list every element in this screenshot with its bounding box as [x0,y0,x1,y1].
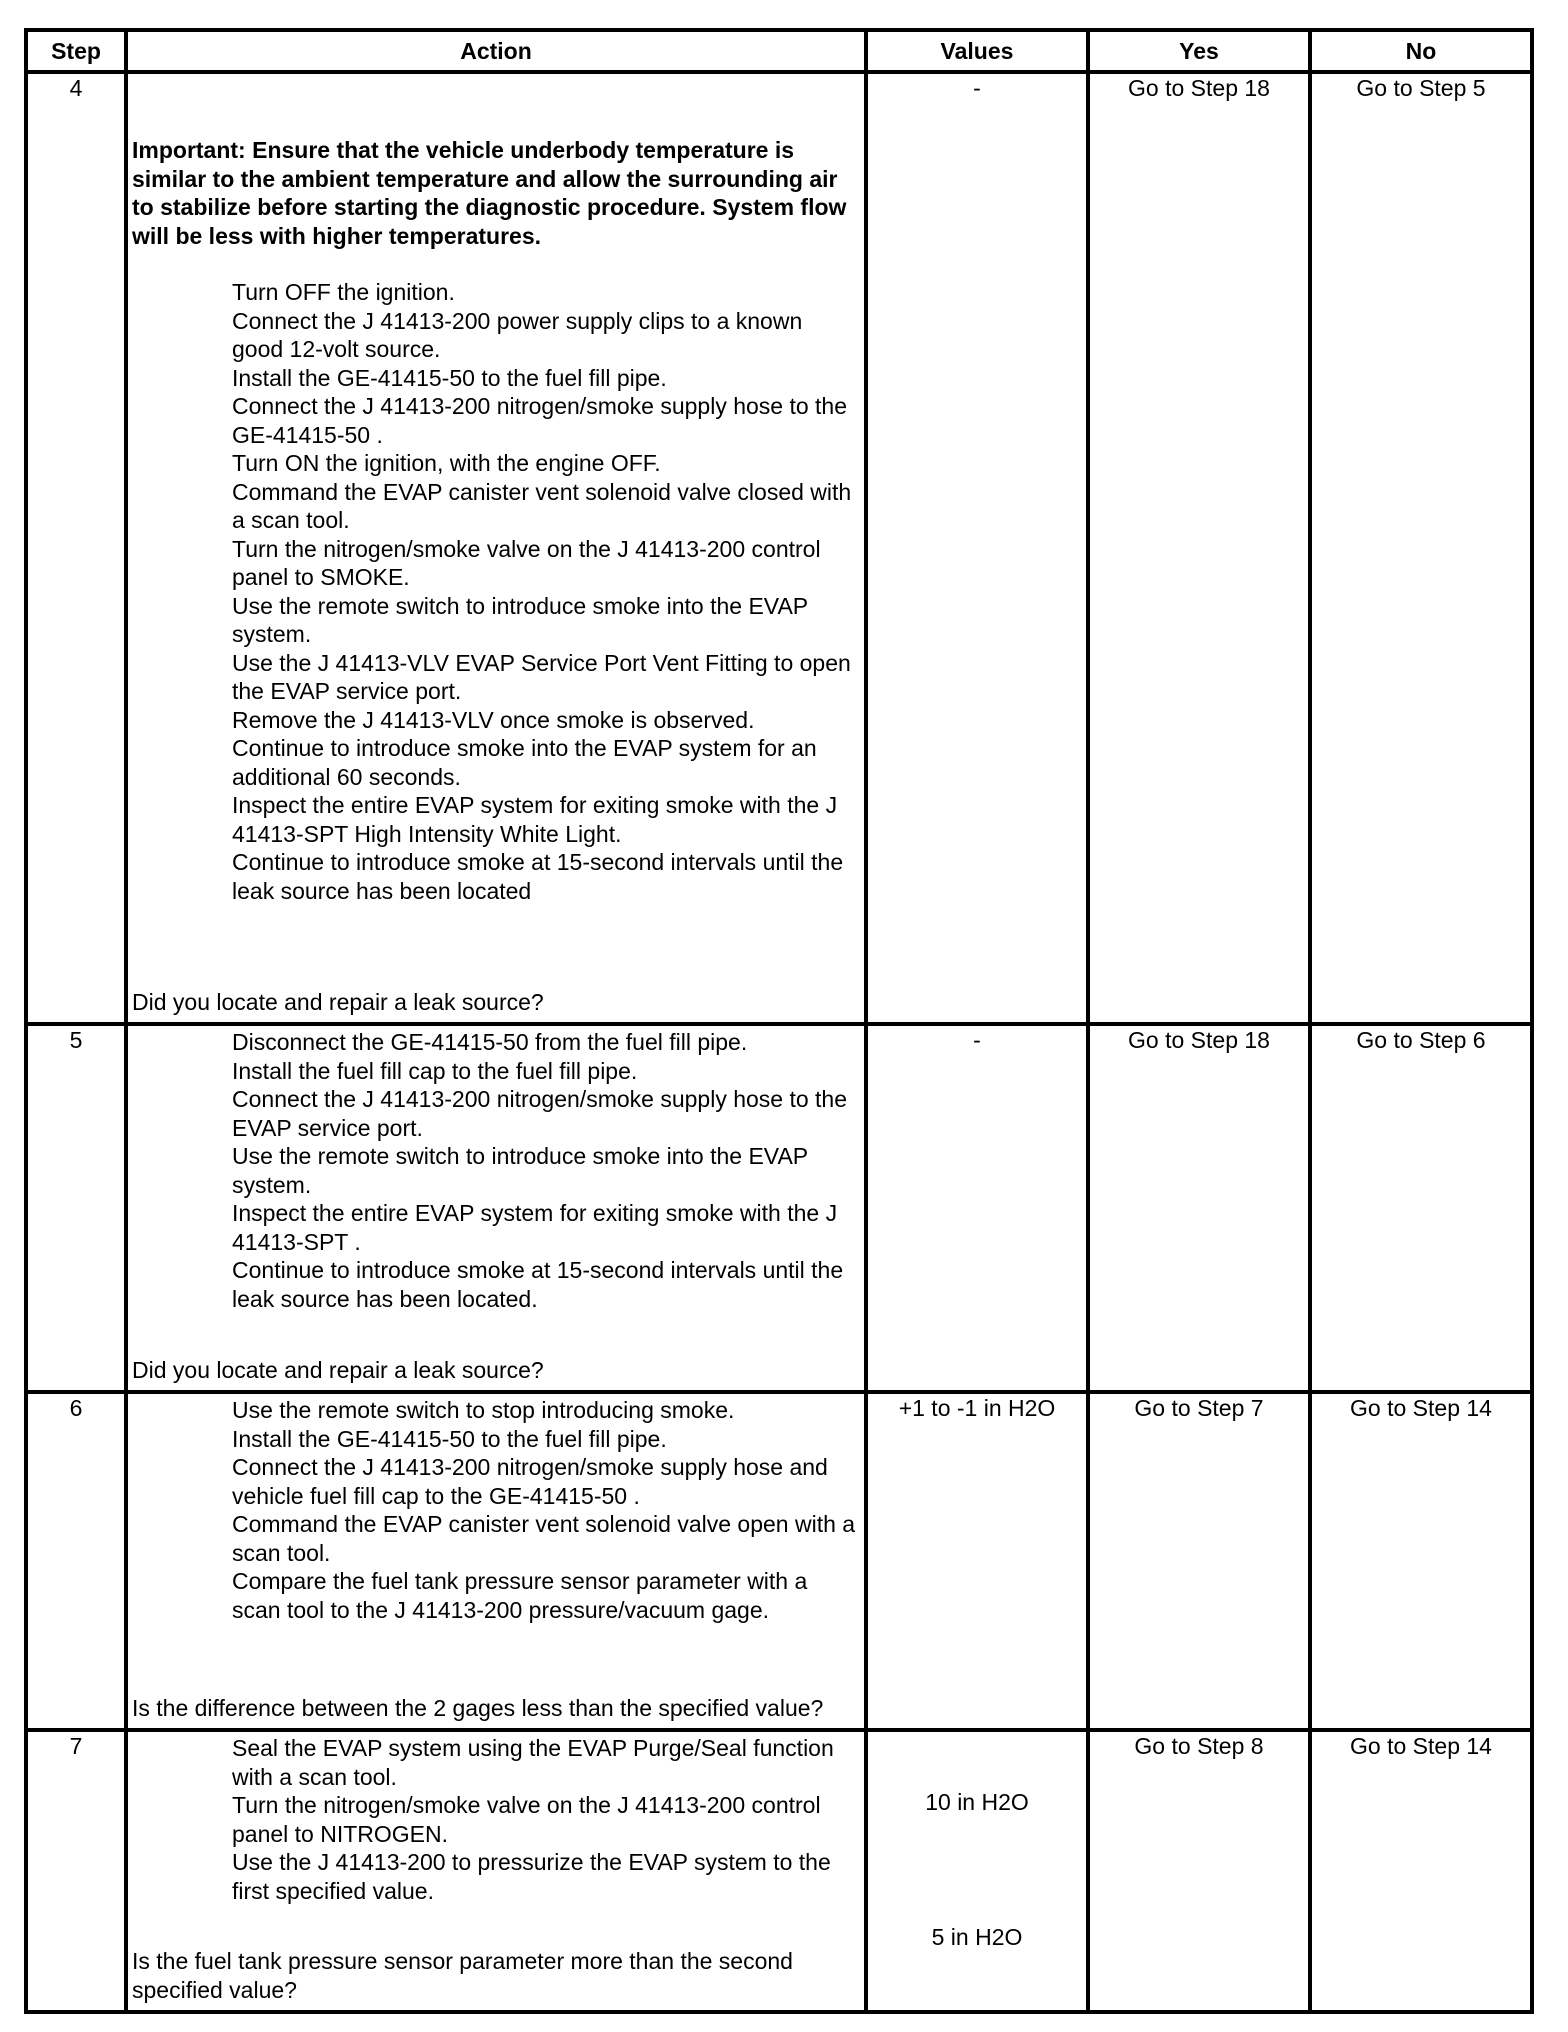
list-item: Command the EVAP canister vent solenoid valve closed with a scan tool. [232,478,852,533]
list-item: Use the J 41413-200 to pressurize the EVAP system to the first specified value. [232,1849,831,1904]
list-item: Install the GE-41415-50 to the fuel fill pipe. [232,364,667,391]
list-item: Seal the EVAP system using the EVAP Purge/Seal function with a scan tool. [232,1735,834,1790]
question-text: Is the difference between the 2 gages less than the specified value? [132,1694,824,1721]
list-item: Disconnect the GE-41415-50 from the fuel fill pipe. [232,1029,748,1055]
values-cell: - [866,1024,1088,1392]
question-text: Did you locate and repair a leak source? [132,988,544,1015]
list-item: Install the GE-41415-50 to the fuel fill pipe. [232,1425,667,1452]
step-number: 6 [26,1392,126,1730]
values-cell: +1 to -1 in H2O [866,1392,1088,1730]
action-cell [126,72,866,1024]
value-second: 5 in H2O [931,1924,1023,1950]
important-note: Important: Ensure that the vehicle underbody temperature is similar to the ambient temperature and allow the surrounding air to stabilize before starting the diagnostic procedure. System flow will be less with higher temperatures. [132,137,847,249]
no-cell: Go to Step 14 [1310,1730,1532,2012]
question-text: Did you locate and repair a leak source? [132,1356,544,1383]
yes-cell: Go to Step 18 [1088,1024,1310,1392]
procedure-list [128,1026,864,1313]
no-cell: Go to Step 14 [1310,1392,1532,1730]
header-action: Action [126,30,866,72]
step-number: 5 [26,1024,126,1392]
value-first: 10 in H2O [925,1789,1029,1815]
table-row-step-6 [26,1392,1532,1730]
list-item: Compare the fuel tank pressure sensor parameter with a scan tool to the J 41413-200 pressure/vacuum gage. [232,1568,808,1623]
table-row-step-5 [26,1024,1532,1392]
list-item: Use the remote switch to introduce smoke into the EVAP system. [232,592,808,647]
yes-cell: Go to Step 8 [1088,1730,1310,2012]
list-item: Turn the nitrogen/smoke valve on the J 41413-200 control panel to SMOKE. [232,535,821,590]
table-row-step-7 [26,1730,1532,2012]
procedure-list [128,1394,864,1624]
list-item: Use the remote switch to stop introducing smoke. [232,1397,735,1423]
header-values: Values [866,30,1088,72]
header-row [26,30,1532,72]
list-item: Use the remote switch to introduce smoke into the EVAP system. [232,1143,808,1198]
list-item: Use the J 41413-VLV EVAP Service Port Vent Fitting to open the EVAP service port. [232,649,851,704]
yes-cell: Go to Step 7 [1088,1392,1310,1730]
header-no: No [1310,30,1532,72]
diagnostic-table [24,28,1534,2014]
values-cell [866,1730,1088,2012]
action-cell [126,1392,866,1730]
list-item: Inspect the entire EVAP system for exiting smoke with the J 41413-SPT . [232,1200,838,1255]
no-cell: Go to Step 6 [1310,1024,1532,1392]
step-number: 7 [26,1730,126,2012]
list-item: Connect the J 41413-200 power supply clips to a known good 12-volt source. [232,307,803,362]
list-item: Connect the J 41413-200 nitrogen/smoke supply hose to the EVAP service port. [232,1086,848,1141]
procedure-list [128,1732,864,1905]
action-cell [126,1730,866,2012]
header-step: Step [26,30,126,72]
step-number: 4 [26,72,126,1024]
list-item: Inspect the entire EVAP system for exiting smoke with the J 41413-SPT High Intensity White Light. [232,792,838,847]
list-item: Remove the J 41413-VLV once smoke is observed. [232,706,755,733]
yes-cell: Go to Step 18 [1088,72,1310,1024]
header-yes: Yes [1088,30,1310,72]
question-text: Is the fuel tank pressure sensor parameter more than the second specified value? [132,1948,793,2003]
action-cell [126,1024,866,1392]
list-item: Connect the J 41413-200 nitrogen/smoke supply hose and vehicle fuel fill cap to the GE-41415-50 . [232,1454,828,1509]
list-item: Turn ON the ignition, with the engine OFF. [232,450,661,476]
list-item: Continue to introduce smoke at 15-second intervals until the leak source has been located. [232,1257,844,1312]
list-item: Turn OFF the ignition. [232,279,455,305]
list-item: Command the EVAP canister vent solenoid valve open with a scan tool. [232,1511,856,1566]
list-item: Connect the J 41413-200 nitrogen/smoke supply hose to the GE-41415-50 . [232,393,848,448]
values-cell: - [866,72,1088,1024]
list-item: Install the fuel fill cap to the fuel fill pipe. [232,1057,638,1084]
no-cell: Go to Step 5 [1310,72,1532,1024]
procedure-list [128,278,864,905]
list-item: Continue to introduce smoke into the EVAP system for an additional 60 seconds. [232,735,817,790]
list-item: Continue to introduce smoke at 15-second intervals until the leak source has been located [232,849,844,904]
table-row-step-4 [26,72,1532,1024]
list-item: Turn the nitrogen/smoke valve on the J 41413-200 control panel to NITROGEN. [232,1792,821,1847]
